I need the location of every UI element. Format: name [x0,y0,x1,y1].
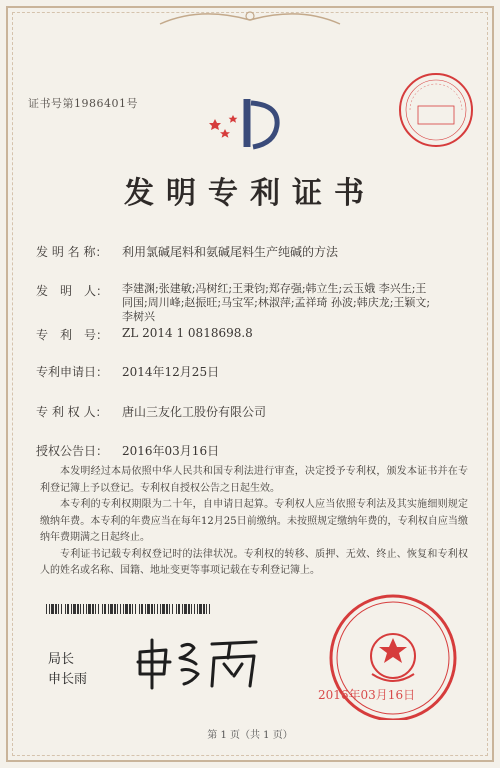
official-title: 局长 [48,652,75,667]
invention-name-label: 发 明 名 称： [36,245,108,259]
agency-seal-icon [396,70,476,150]
inventors-value: 李建渊;张建敏;冯树红;王秉钧;郑存强;韩立生;云玉娥 李兴生;王同国;周川峰;赵振旺;马宝军;林淑萍;孟祥琦 孙波;韩庆龙;王颖文;李树兴 [122,282,431,323]
page-number: 第 1 页（共 1 页） [207,730,293,741]
patentee-label: 专 利 权 人： [36,405,108,419]
certificate-body [40,464,468,580]
invention-name-value: 利用氯碱尾料和氨碱尾料生产纯碱的方法 [122,245,339,259]
handwritten-signature [132,634,262,690]
body-paragraph-2: 本专利的专利权期限为二十年，自申请日起算。专利权人应当依照专利法及其实施细则规定缴纳年费。本专利的年费应当在每年12月25日前缴纳。未按照规定缴纳年费的，专利权自应当缴纳年费期满之日起终止。 [40,499,468,543]
patentee-value: 唐山三友化工股份有限公司 [122,405,267,419]
patent-number-label: 专 利 号： [36,328,109,342]
seal-date: 2016年03月16日 [318,688,416,702]
patent-number-value: ZL 2014 1 0818698.8 [122,326,253,340]
certificate-title: 发明专利证书 [124,176,376,211]
inventors-label: 发 明 人： [36,284,109,298]
official-name: 申长雨 [48,672,88,687]
filing-date-value: 2014年12月25日 [122,365,220,379]
body-paragraph-3: 专利证书记载专利权登记时的法律状况。专利权的转移、质押、无效、终止、恢复和专利权人的姓名或名称、国籍、地址变更等事项记载在专利登记簿上。 [40,548,468,576]
top-ornament [150,6,350,28]
certificate-number: 证书号第1986401号 [28,97,138,110]
grant-date-value: 2016年03月16日 [122,444,220,458]
filing-date-label: 专利申请日： [36,365,109,379]
grant-date-label: 授权公告日： [36,444,109,458]
barcode-icon [46,604,214,614]
sipo-logo-icon [207,95,293,153]
body-paragraph-1: 本发明经过本局依照中华人民共和国专利法进行审查，决定授予专利权，颁发本证书并在专利登记簿上予以登记。专利权自授权公告之日起生效。 [40,466,468,494]
